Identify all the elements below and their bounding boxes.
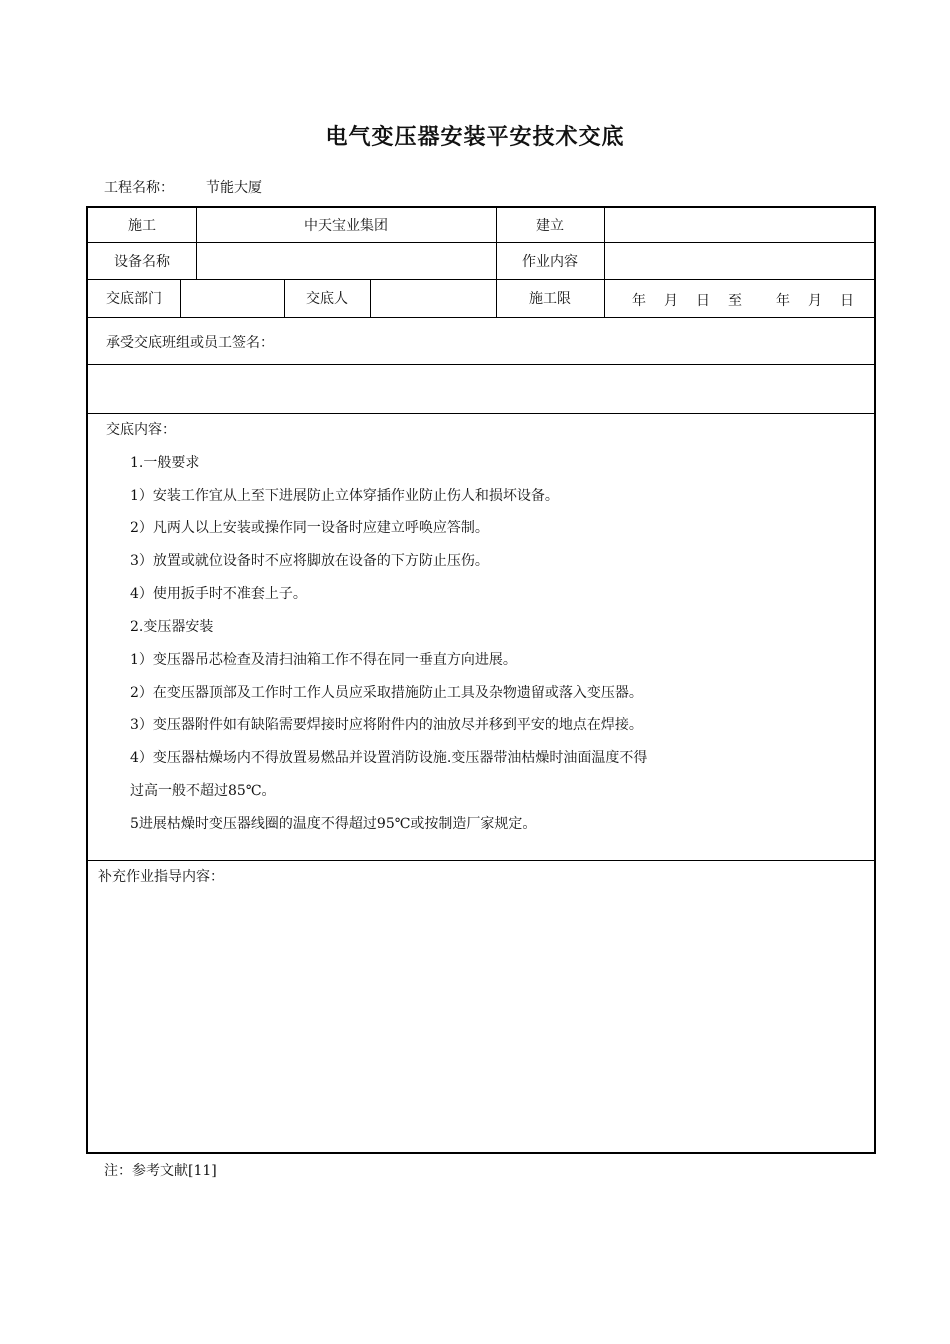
supplement-label: 补充作业指导内容： — [98, 869, 224, 885]
dept-label: 交底部门 — [106, 291, 162, 307]
period-label: 施工限 — [529, 291, 571, 307]
person-label: 交底人 — [306, 291, 348, 307]
content-line: 过高一般不超过85℃。 — [130, 783, 276, 799]
period-day-2: 日 — [840, 293, 854, 309]
content-line: 3）变压器附件如有缺陷需要焊接时应将附件内的油放尽并移到平安的地点在焊接。 — [130, 717, 643, 733]
row-divider — [88, 413, 874, 414]
work-content-label: 作业内容 — [522, 253, 578, 270]
content-line: 2）凡两人以上安装或操作同一设备时应建立呼唤应答制。 — [130, 520, 489, 536]
dept-value — [180, 279, 284, 317]
row-divider — [88, 317, 874, 318]
content-line: 4）使用扳手时不准套上子。 — [130, 586, 307, 602]
content-line: 1）变压器吊芯检查及清扫油箱工作不得在同一垂直方向进展。 — [130, 652, 517, 668]
content-line: 3）放置或就位设备时不应将脚放在设备的下方防止压伤。 — [130, 553, 489, 569]
period-month-2: 月 — [808, 293, 822, 309]
content-line: 5进展枯燥时变压器线圈的温度不得超过95℃或按制造厂家规定。 — [130, 816, 537, 832]
disclosure-table — [86, 206, 876, 1154]
period-month-1: 月 — [664, 293, 678, 309]
signature-label: 承受交底班组或员工签名： — [106, 335, 274, 351]
period-year-2: 年 — [776, 293, 790, 309]
equipment-label: 设备名称 — [114, 253, 170, 270]
construction-value: 中天宝业集团 — [304, 218, 388, 234]
content-line: 1.一般要求 — [130, 455, 200, 471]
build-label: 建立 — [536, 218, 564, 234]
project-value: 节能大厦 — [206, 180, 262, 196]
row-divider — [88, 860, 874, 861]
content-line: 2.变压器安装 — [130, 619, 214, 635]
period-year-1: 年 — [632, 293, 646, 309]
person-value — [370, 279, 496, 317]
row-divider — [88, 364, 874, 365]
work-content-value — [604, 242, 876, 279]
footnote: 注：参考文献[11] — [104, 1163, 217, 1179]
period-day-1: 日 — [696, 293, 710, 309]
content-line: 2）在变压器顶部及工作时工作人员应采取措施防止工具及杂物遗留或落入变压器。 — [130, 685, 643, 701]
page-title: 电气变压器安装平安技术交底 — [325, 125, 625, 150]
construction-label: 施工 — [128, 218, 156, 234]
content-label: 交底内容： — [106, 422, 176, 438]
project-line — [104, 177, 262, 197]
equipment-value — [196, 242, 496, 279]
content-line: 4）变压器枯燥场内不得放置易燃品并设置消防设施.变压器带油枯燥时油面温度不得 — [130, 750, 648, 766]
build-value — [604, 208, 876, 242]
content-line: 1）安装工作宜从上至下进展防止立体穿插作业防止伤人和损坏设备。 — [130, 488, 559, 504]
period-to: 至 — [728, 293, 742, 309]
project-label: 工程名称： — [104, 180, 174, 196]
